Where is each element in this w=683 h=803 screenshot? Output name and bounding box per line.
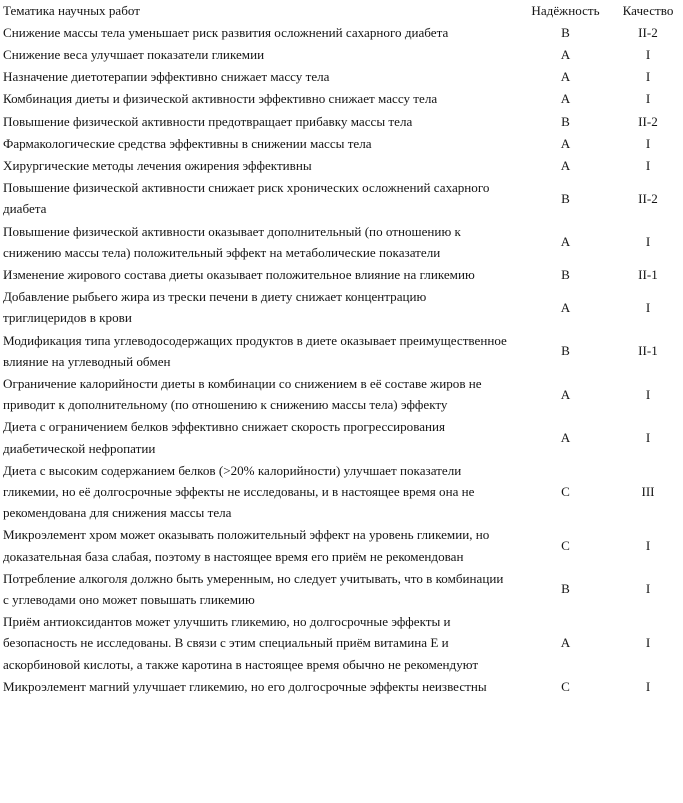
cell-quality: I: [645, 537, 651, 553]
cell-topic: Ограничение калорийности диеты в комбинации со снижением в её составе жиров не приводит к дополнительному (по отношению к снижению массы тела) эффекту: [3, 375, 482, 413]
cell-topic: Приём антиоксидантов может улучшить гликемию, но долгосрочные эффекты и безопасность не исследованы. В связи с этим специальный приём витамина Е и аскорбиновой кислоты, а также каротина в настоящее время обычно не рекомендуют: [3, 614, 479, 672]
cell-reliability: B: [561, 190, 570, 206]
cell-topic: Назначение диетотерапии эффективно снижает массу тела: [3, 69, 330, 85]
cell-topic: Повышение физической активности снижает риск хронических осложнений сахарного диабета: [3, 180, 490, 217]
cell-reliability: A: [560, 91, 571, 107]
table-row: [0, 416, 683, 459]
cell-quality: III: [641, 483, 655, 499]
cell-reliability: C: [561, 537, 570, 553]
cell-topic: Добавление рыбьего жира из трески печени в диету снижает концентрацию триглицеридов в крови: [3, 289, 427, 326]
table-row: [0, 372, 683, 415]
table-row: [0, 43, 683, 65]
cell-reliability: C: [561, 678, 570, 694]
table-row: [0, 524, 683, 567]
cell-quality: I: [645, 635, 651, 651]
table-row: [0, 675, 683, 697]
table-row: [0, 132, 683, 154]
table-row: [0, 611, 683, 676]
cell-quality: II-2: [638, 24, 658, 40]
cell-reliability: A: [560, 429, 571, 445]
cell-reliability: A: [560, 635, 571, 651]
cell-reliability: B: [561, 581, 570, 597]
cell-topic: Повышение физической активности оказывает дополнительный (по отношению к снижению массы тела) положительный эффект на метаболические показатели: [3, 223, 461, 260]
table-row: [0, 88, 683, 110]
cell-quality: I: [645, 69, 651, 85]
cell-topic: Микроэлемент магний улучшает гликемию, но его долгосрочные эффекты неизвестны: [3, 678, 487, 694]
cell-reliability: B: [561, 113, 570, 129]
cell-reliability: B: [561, 24, 570, 40]
cell-reliability: A: [560, 157, 571, 173]
cell-topic: Диета с высоким содержанием белков (>20% калорийности) улучшает показатели гликемии, но её долгосрочные эффекты не исследованы, и в настоящее время она не рекомендована для снижения массы тела: [3, 462, 475, 521]
cell-quality: II-2: [638, 190, 658, 206]
cell-quality: I: [645, 429, 651, 445]
cell-quality: II-1: [638, 343, 658, 359]
table-row: [0, 177, 683, 220]
cell-quality: II-1: [638, 266, 658, 282]
cell-reliability: A: [560, 386, 571, 402]
cell-quality: I: [645, 157, 651, 173]
cell-quality: I: [645, 299, 651, 315]
table-body: [0, 21, 683, 697]
cell-reliability: A: [560, 135, 571, 151]
column-header-reliability: Надёжность: [531, 3, 600, 18]
cell-topic: Изменение жирового состава диеты оказывает положительное влияние на гликемию: [3, 266, 475, 282]
cell-quality: I: [645, 91, 651, 107]
cell-quality: I: [645, 386, 651, 402]
table-header: [0, 0, 683, 21]
cell-topic: Диета с ограничением белков эффективно снижает скорость прогрессирования диабетической нефропатии: [3, 419, 446, 456]
table-row: [0, 110, 683, 132]
cell-quality: I: [645, 135, 651, 151]
column-header-topic: Тематика научных работ: [3, 3, 140, 18]
cell-reliability: A: [560, 299, 571, 315]
cell-reliability: A: [560, 69, 571, 85]
cell-topic: Комбинация диеты и физической активности эффективно снижает массу тела: [3, 91, 438, 107]
cell-reliability: A: [560, 234, 571, 250]
table-row: [0, 263, 683, 285]
table-row: [0, 154, 683, 176]
column-header-quality: Качество: [622, 3, 674, 18]
cell-quality: II-2: [638, 113, 658, 129]
cell-topic: Потребление алкоголя должно быть умеренным, но следует учитывать, что в комбинации с углеводами оно может повышать гликемию: [3, 570, 504, 607]
cell-topic: Повышение физической активности предотвращает прибавку массы тела: [3, 113, 413, 129]
cell-topic: Снижение веса улучшает показатели гликемии: [3, 46, 265, 62]
table-row: [0, 329, 683, 372]
cell-topic: Снижение массы тела уменьшает риск развития осложнений сахарного диабета: [3, 24, 449, 40]
header-row: [0, 0, 683, 21]
cell-topic: Микроэлемент хром может оказывать положительный эффект на уровень гликемии, но доказательная база слабая, поэтому в настоящее время его приём не рекомендован: [3, 527, 490, 564]
cell-quality: I: [645, 678, 651, 694]
table-row: [0, 567, 683, 610]
cell-topic: Фармакологические средства эффективны в снижении массы тела: [3, 135, 372, 151]
cell-reliability: C: [561, 483, 570, 499]
table-row: [0, 66, 683, 88]
cell-topic: Хирургические методы лечения ожирения эффективны: [3, 157, 312, 173]
cell-reliability: A: [560, 46, 571, 62]
cell-reliability: B: [561, 343, 570, 359]
cell-quality: I: [645, 581, 651, 597]
cell-reliability: B: [561, 266, 570, 282]
cell-quality: I: [645, 46, 651, 62]
table-row: [0, 21, 683, 43]
table-row: [0, 459, 683, 524]
table-row: [0, 286, 683, 329]
cell-topic: Модификация типа углеводосодержащих продуктов в диете оказывает преимущественное влияние на углеводный обмен: [3, 332, 507, 369]
table-row: [0, 220, 683, 263]
cell-quality: I: [645, 234, 651, 250]
